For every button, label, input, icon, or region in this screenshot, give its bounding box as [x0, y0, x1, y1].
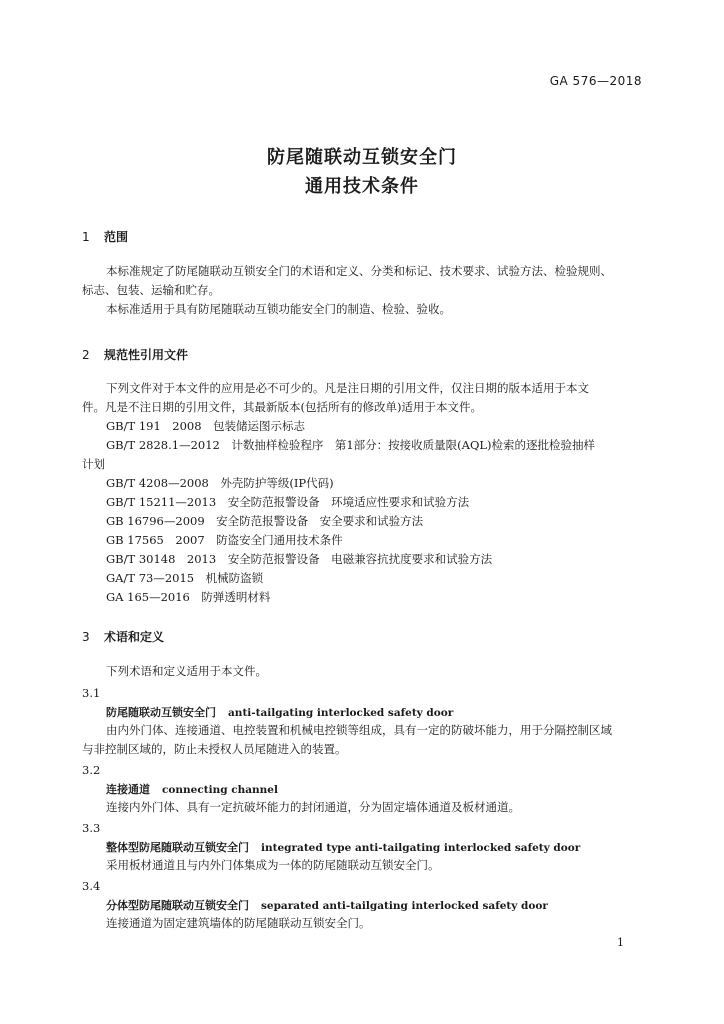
- section-title: 术语和定义: [104, 630, 165, 644]
- page-number: 1: [617, 936, 624, 949]
- section-title: 规范性引用文件: [104, 348, 189, 362]
- term-definition: 采用板材通道且与内外门体集成为一体的防尾随联动互锁安全门。: [106, 858, 440, 872]
- document-title-line1: 防尾随联动互锁安全门: [267, 147, 457, 168]
- term-number: 3.3: [82, 821, 101, 835]
- paragraph: 本标准适用于具有防尾随联动互锁功能安全门的制造、检验、验收。: [106, 302, 451, 316]
- section-3-heading: [82, 628, 164, 645]
- section-number: 2: [82, 348, 90, 362]
- term-heading: [106, 897, 548, 913]
- reference-item: GB 17565 2007 防盗安全门通用技术条件: [106, 533, 343, 547]
- term-chinese: 防尾随联动互锁安全门: [106, 706, 216, 719]
- reference-item: GB/T 191 2008 包装储运图示标志: [106, 419, 306, 433]
- standard-code: GA 576—2018: [549, 74, 642, 88]
- term-english: anti-tailgating interlocked safety door: [228, 707, 454, 719]
- reference-item: GB/T 15211—2013 安全防范报警设备 环境适应性要求和试验方法: [106, 495, 470, 509]
- paragraph-continuation: 标志、包装、运输和贮存。: [82, 283, 220, 297]
- term-number: 3.2: [82, 763, 101, 777]
- term-definition-continuation: 与非控制区域的，防止未授权人员尾随进入的装置。: [82, 742, 347, 756]
- term-definition: 由内外门体、连接通道、电控装置和机械电控锁等组成，具有一定的防破坏能力，用于分隔控制区域: [106, 723, 612, 737]
- paragraph: 下列文件对于本文件的应用是必不可少的。凡是注日期的引用文件，仅注日期的版本适用于本文: [106, 381, 589, 395]
- section-1-heading: [82, 228, 128, 245]
- paragraph-continuation: 件。凡是不注日期的引用文件，其最新版本(包括所有的修改单)适用于本文件。: [82, 400, 482, 414]
- reference-item-continuation: 计划: [82, 457, 105, 471]
- term-english: separated anti-tailgating interlocked safety door: [261, 900, 548, 912]
- document-title-line2: 通用技术条件: [305, 176, 419, 197]
- reference-item: GA 165—2016 防弹透明材料: [106, 590, 271, 604]
- term-number: 3.4: [82, 879, 101, 893]
- term-chinese: 连接通道: [106, 783, 150, 796]
- reference-item: GB/T 2828.1—2012 计数抽样检验程序 第1部分：按接收质量限(AQL)检索的逐批检验抽样: [106, 438, 595, 452]
- reference-item: GB/T 30148 2013 安全防范报警设备 电磁兼容抗扰度要求和试验方法: [106, 552, 493, 566]
- paragraph: 下列术语和定义适用于本文件。: [106, 664, 267, 678]
- section-number: 1: [82, 230, 90, 244]
- section-title: 范围: [104, 230, 129, 244]
- term-english: integrated type anti-tailgating interlocked safety door: [261, 842, 581, 854]
- reference-item: GA/T 73—2015 机械防盗锁: [106, 571, 264, 585]
- term-definition: 连接通道为固定建筑墙体的防尾随联动互锁安全门。: [106, 916, 371, 930]
- term-heading: [106, 704, 453, 720]
- term-heading: [106, 839, 580, 855]
- section-number: 3: [82, 630, 90, 644]
- section-2-heading: [82, 346, 188, 363]
- term-english: connecting channel: [162, 784, 278, 796]
- reference-item: GB/T 4208—2008 外壳防护等级(IP代码): [106, 476, 334, 490]
- term-heading: [106, 781, 278, 797]
- term-number: 3.1: [82, 686, 101, 700]
- term-chinese: 分体型防尾随联动互锁安全门: [106, 899, 249, 912]
- reference-item: GB 16796—2009 安全防范报警设备 安全要求和试验方法: [106, 514, 424, 528]
- paragraph: 本标准规定了防尾随联动互锁安全门的术语和定义、分类和标记、技术要求、试验方法、检验规则、: [106, 264, 612, 278]
- term-definition: 连接内外门体、具有一定抗破坏能力的封闭通道，分为固定墙体通道及板材通道。: [106, 800, 520, 814]
- term-chinese: 整体型防尾随联动互锁安全门: [106, 841, 249, 854]
